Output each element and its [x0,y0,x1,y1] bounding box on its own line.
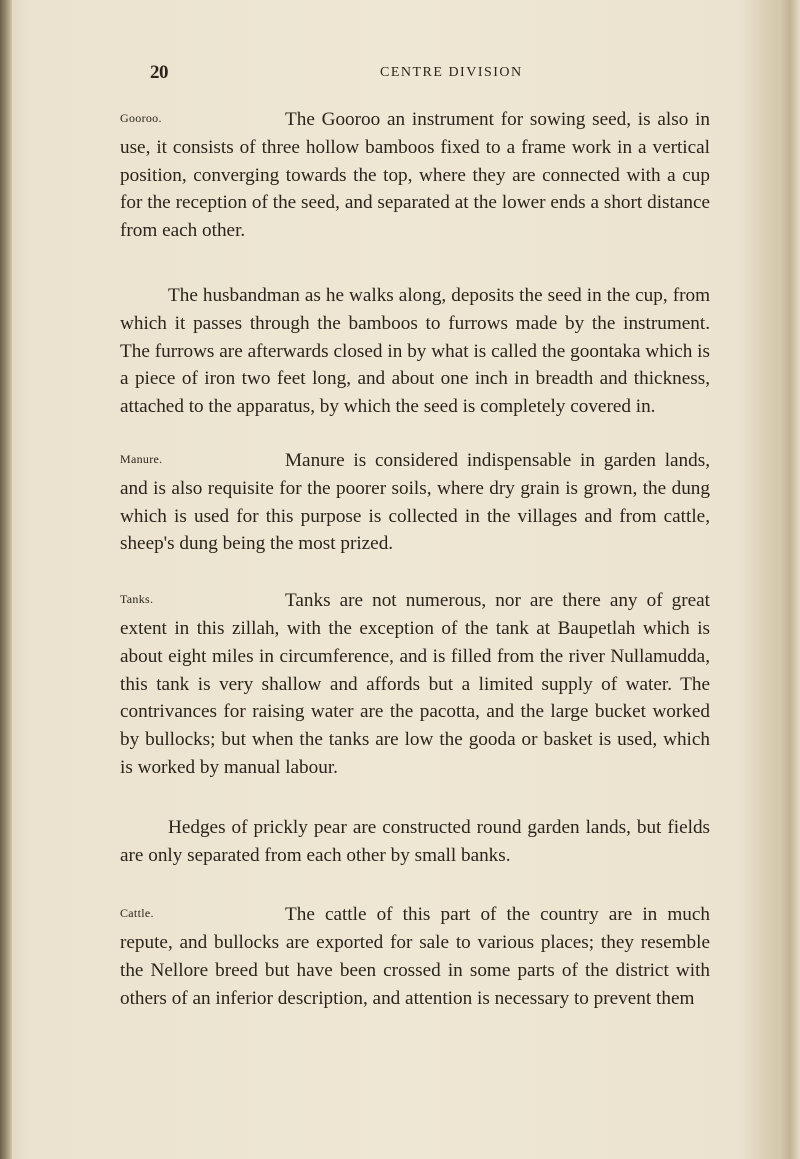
marginal-note-manure: Manure. [120,451,163,466]
body-text [120,106,710,1047]
paragraph-hedges [120,814,710,870]
paragraph-text: Hedges of prickly pear are constructed round garden lands, but fields are only separated from each other by small banks. [120,816,710,866]
marginal-note-cattle: Cattle. [120,906,154,921]
paragraph-husbandman [120,282,710,421]
paragraph-text: Tanks are not numerous, nor are there any of great extent in this zillah, with the exception of the tank at Baupetlah which is about eight miles in circumference, and is filled from the river Nullamudda, this tank is very shallow and affords but a limited supply of water. The contrivances for raising water are the pacotta, and the large bucket worked by bullocks; but when the tanks are low the gooda or basket is used, which is worked by manual labour. [120,590,710,778]
page-edge-shadow [778,0,800,1159]
running-head: CENTRE DIVISION [380,65,523,80]
paragraph-gooroo [120,106,710,245]
paragraph-text: The husbandman as he walks along, deposits the seed in the cup, from which it passes through the bamboos to furrows made by the instrument. The furrows are afterwards closed in by what is called the goontaka which is a piece of iron two feet long, and about one inch in breadth and thickness, attached to the apparatus, by which the seed is completely covered in. [120,284,710,418]
page-header [150,62,770,90]
paragraph-manure [120,447,710,558]
paragraph-text: Manure is considered indispensable in garden lands, and is also requisite for the poorer soils, where dry grain is grown, the dung which is used for this purpose is collected in the villages and from cattle, sheep's dung being the most prized. [120,449,710,555]
paragraph-tanks [120,587,710,782]
page-number: 20 [150,62,168,83]
marginal-note-tanks: Tanks. [120,592,154,607]
marginal-note-gooroo: Gooroo. [120,111,162,125]
page-binding-shadow [0,0,12,1159]
paragraph-cattle [120,901,710,1012]
paragraph-text: The cattle of this part of the country are in much repute, and bullocks are exported for sale to various places; they resemble the Nellore breed but have been crossed in some parts of the district with others of an inferior description, and attention is necessary to prevent them [120,904,710,1009]
paragraph-text: The Gooroo an instrument for sowing seed, is also in use, it consists of three hollow bamboos fixed to a frame work in a vertical position, converging towards the top, where they are connected with a cup for the reception of the seed, and separated at the lower ends a short distance from each other. [120,109,710,242]
